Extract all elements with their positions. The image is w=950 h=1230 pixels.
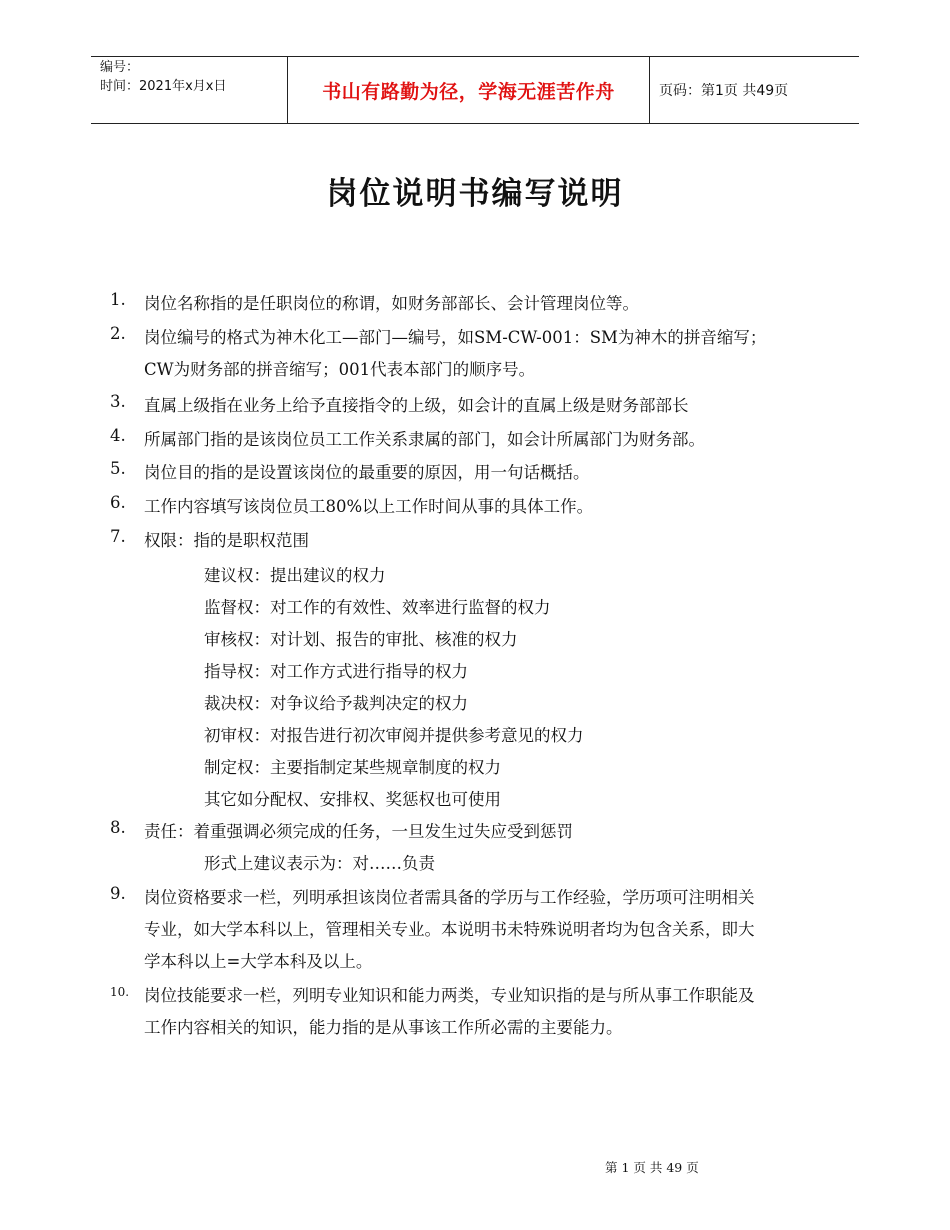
header-meta <box>91 57 287 123</box>
responsibility-note: 形式上建议表示为：对……负责 <box>204 854 435 873</box>
item-text: 岗位编号的格式为神木化工—部门—编号，如SM-CW-001：SM为神木的拼音缩写； <box>144 328 767 347</box>
item-number: 6. <box>110 493 126 512</box>
power-entry: 其它如分配权、安排权、奖惩权也可使用 <box>204 790 501 809</box>
item-text: 直属上级指在业务上给予直接指令的上级，如会计的直属上级是财务部部长 <box>144 396 689 415</box>
header-divider <box>649 57 650 123</box>
power-entry: 监督权：对工作的有效性、效率进行监督的权力 <box>204 598 551 617</box>
item-text: 专业，如大学本科以上，管理相关专业。本说明书未特殊说明者均为包含关系，即大 <box>144 920 755 939</box>
time-label: 时间：2021年x月x日 <box>100 79 227 94</box>
page-header <box>91 56 859 124</box>
item-number: 5. <box>110 459 126 478</box>
header-page-label: 页码：第1页 共49页 <box>659 83 789 99</box>
item-text: 工作内容相关的知识，能力指的是从事该工作所必需的主要能力。 <box>144 1018 623 1037</box>
power-entry: 建议权：提出建议的权力 <box>204 566 386 585</box>
item-number: 2. <box>110 324 126 343</box>
page-footer: 第 1 页 共 49 页 <box>605 1160 699 1175</box>
item-text: 学本科以上=大学本科及以上。 <box>144 952 373 971</box>
code-label: 编号： <box>100 60 140 75</box>
item-text: 权限：指的是职权范围 <box>144 531 309 550</box>
item-text: 所属部门指的是该岗位员工工作关系隶属的部门，如会计所属部门为财务部。 <box>144 430 705 449</box>
power-entry: 审核权：对计划、报告的审批、核准的权力 <box>204 630 518 649</box>
item-text: 岗位名称指的是任职岗位的称谓，如财务部部长、会计管理岗位等。 <box>144 294 639 313</box>
item-text: CW为财务部的拼音缩写；001代表本部门的顺序号。 <box>144 360 536 379</box>
item-number: 1. <box>110 290 126 309</box>
item-number: 4. <box>110 426 126 445</box>
header-motto: 书山有路勤为径，学海无涯苦作舟 <box>322 80 615 103</box>
item-number: 10. <box>110 985 130 999</box>
power-entry: 指导权：对工作方式进行指导的权力 <box>204 662 468 681</box>
item-number: 9. <box>110 884 126 903</box>
item-number: 3. <box>110 392 126 411</box>
item-number: 7. <box>110 527 126 546</box>
item-text: 工作内容填写该岗位员工80%以上工作时间从事的具体工作。 <box>144 497 594 516</box>
power-entry: 初审权：对报告进行初次审阅并提供参考意见的权力 <box>204 726 584 745</box>
power-entry: 制定权：主要指制定某些规章制度的权力 <box>204 758 501 777</box>
item-text: 责任：着重强调必须完成的任务，一旦发生过失应受到惩罚 <box>144 822 573 841</box>
item-text: 岗位目的指的是设置该岗位的最重要的原因，用一句话概括。 <box>144 463 590 482</box>
item-text: 岗位技能要求一栏，列明专业知识和能力两类，专业知识指的是与所从事工作职能及 <box>144 986 755 1005</box>
page-title: 岗位说明书编写说明 <box>326 176 624 212</box>
power-entry: 裁决权：对争议给予裁判决定的权力 <box>204 694 468 713</box>
item-text: 岗位资格要求一栏，列明承担该岗位者需具备的学历与工作经验，学历项可注明相关 <box>144 888 755 907</box>
item-number: 8. <box>110 818 126 837</box>
